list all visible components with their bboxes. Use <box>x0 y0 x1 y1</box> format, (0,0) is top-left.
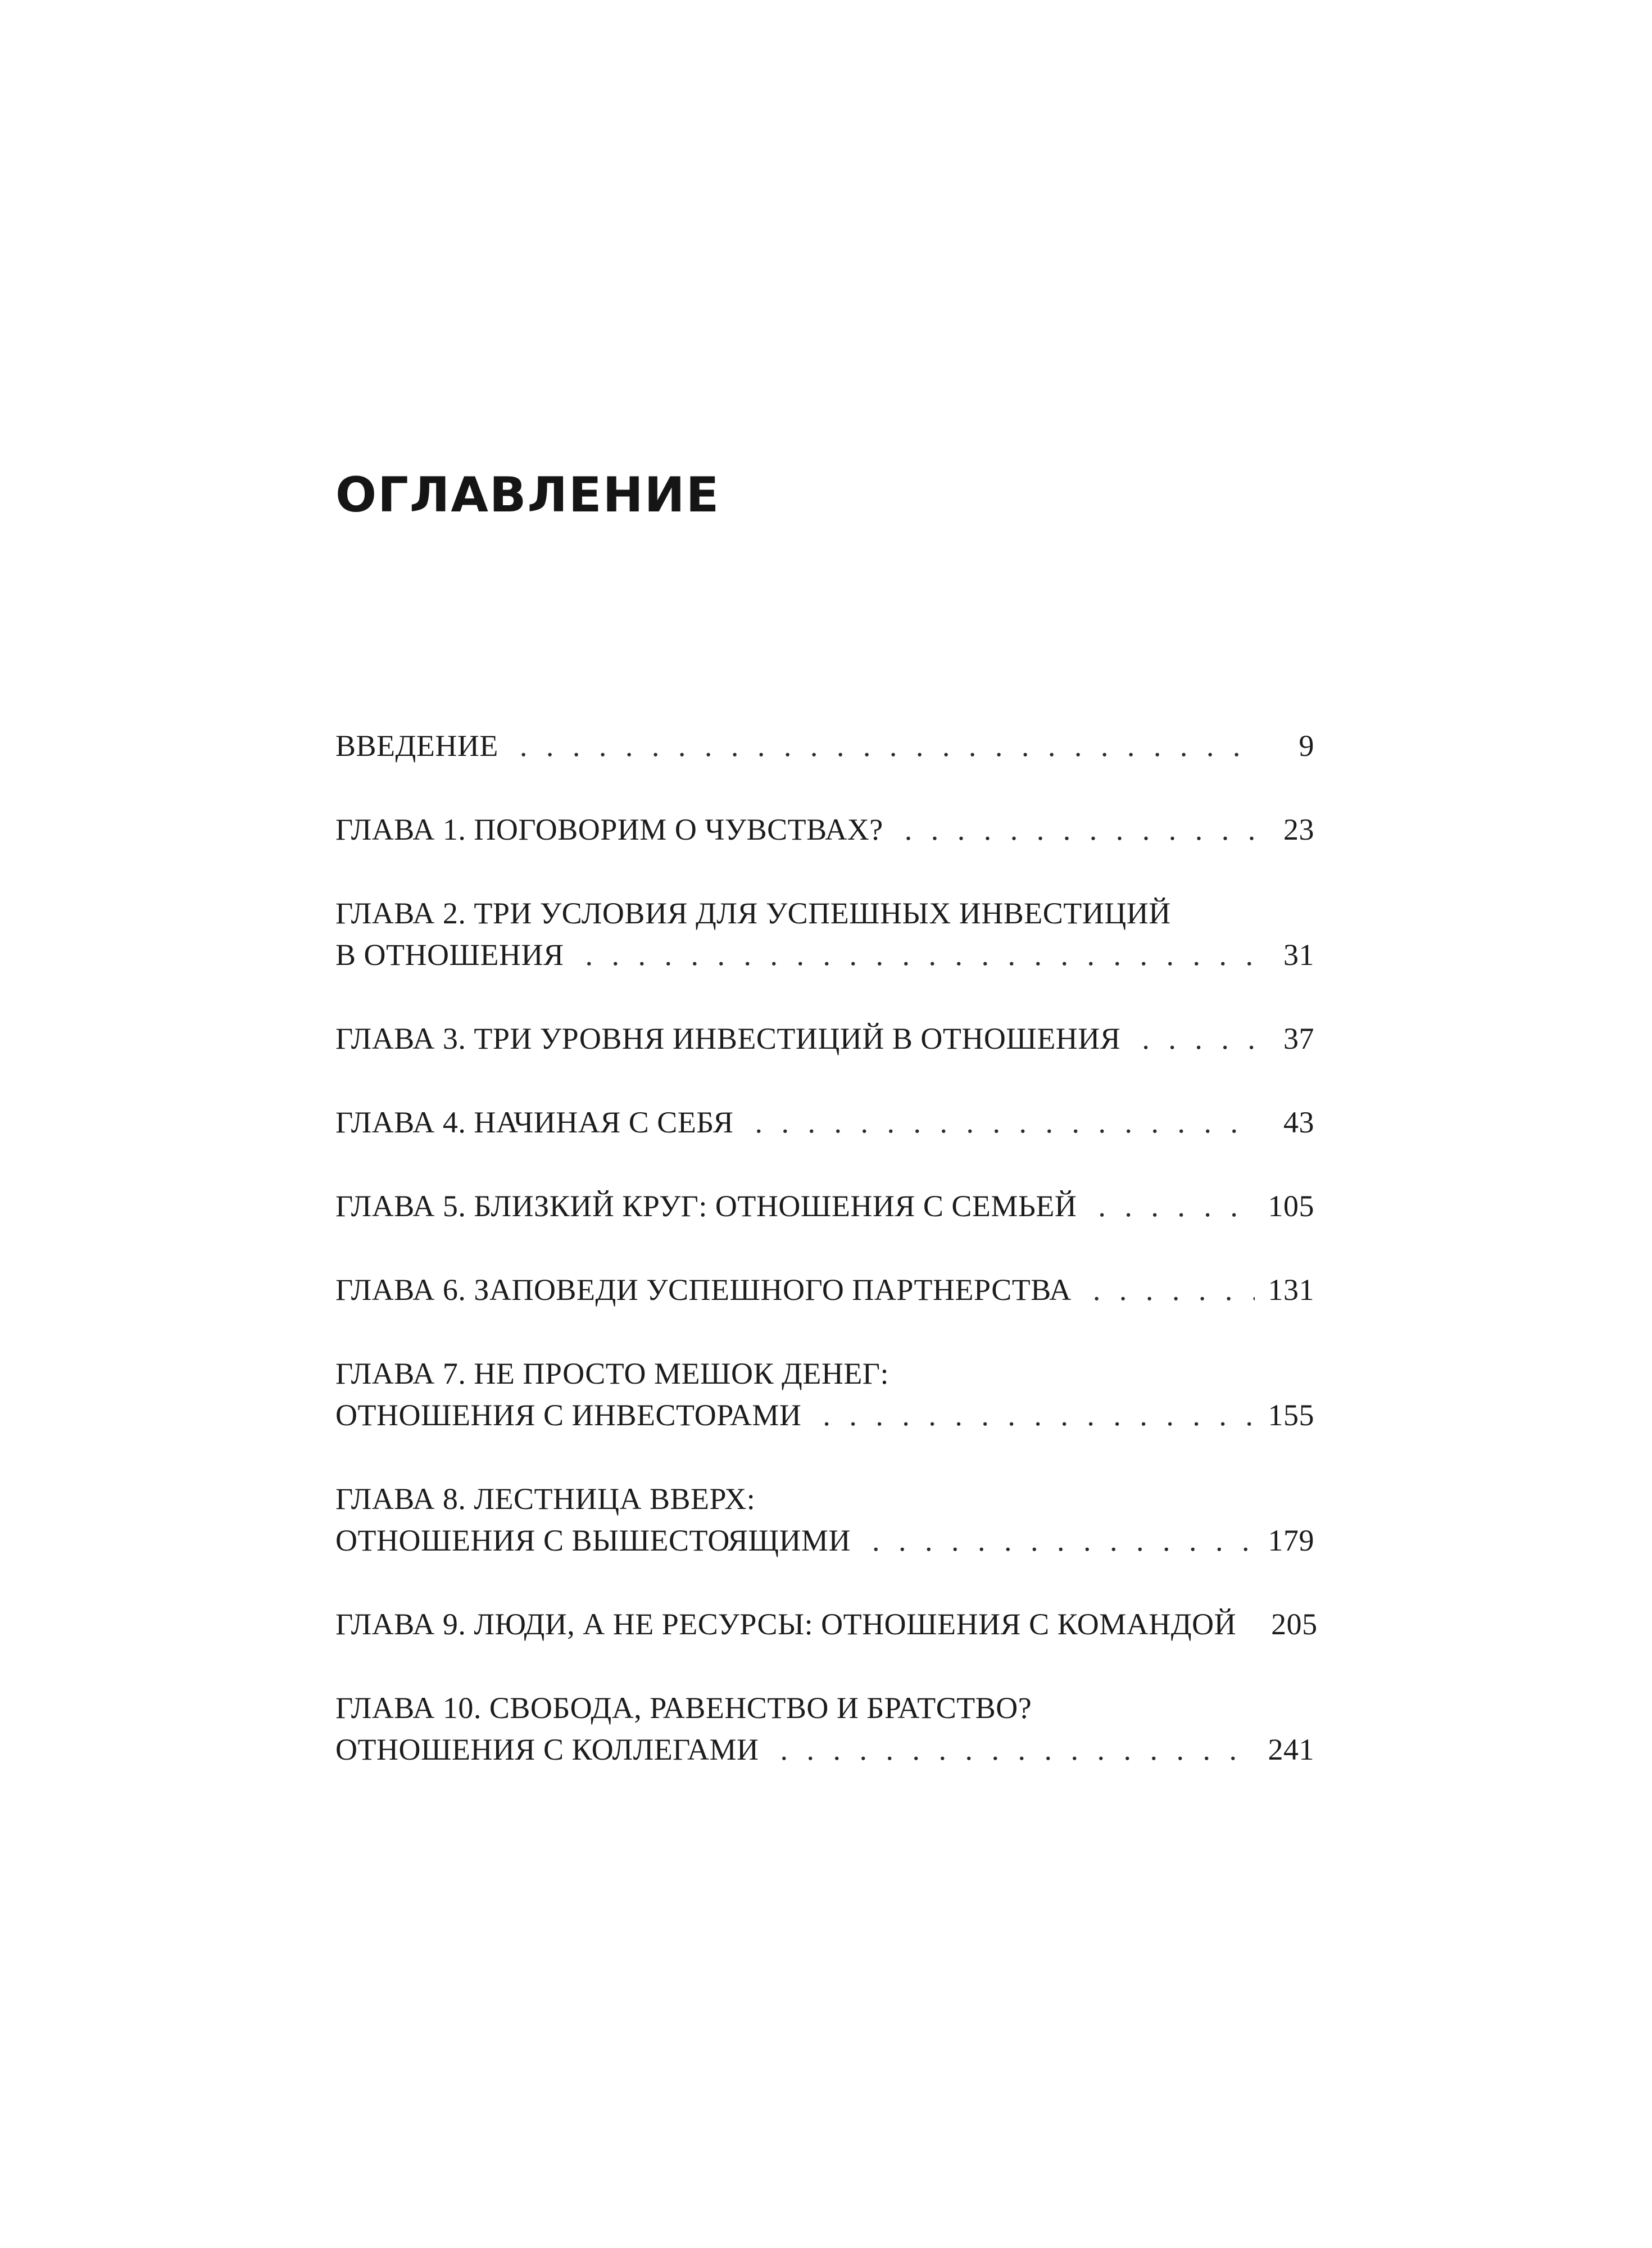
dot-leader <box>1142 1018 1256 1059</box>
dot-leader <box>755 1102 1256 1143</box>
dot-leader <box>823 1394 1254 1436</box>
toc-page-number: 179 <box>1268 1524 1314 1557</box>
dot-leader <box>1093 1269 1255 1311</box>
toc-page-number: 31 <box>1283 938 1314 972</box>
dot-leader <box>1098 1185 1254 1227</box>
toc-entry-title: ГЛАВА 3. ТРИ УРОВНЯ ИНВЕСТИЦИЙ В ОТНОШЕНИЯ <box>335 1022 1121 1055</box>
toc-entry[interactable] <box>335 1603 1318 1645</box>
dot-leader <box>905 809 1256 850</box>
toc-entry[interactable] <box>335 1353 1314 1436</box>
toc-entry-title: ГЛАВА 10. СВОБОДА, РАВЕНСТВО И БРАТСТВО? <box>335 1691 1032 1725</box>
toc-entry[interactable] <box>335 809 1314 850</box>
toc-page-number: 205 <box>1271 1607 1318 1641</box>
toc-page-number: 105 <box>1268 1189 1314 1223</box>
toc-entry-title: ГЛАВА 1. ПОГОВОРИМ О ЧУВСТВАХ? <box>335 813 883 846</box>
toc-entry[interactable] <box>335 1269 1314 1311</box>
toc-page-number: 23 <box>1283 813 1314 846</box>
toc-entry-title: ГЛАВА 8. ЛЕСТНИЦА ВВЕРХ: <box>335 1482 756 1516</box>
toc-entry[interactable] <box>335 1687 1314 1770</box>
dot-leader <box>585 934 1256 976</box>
page-title: ОГЛАВЛЕНИЕ <box>335 467 720 523</box>
toc-entry-title: ГЛАВА 2. ТРИ УСЛОВИЯ ДЛЯ УСПЕШНЫХ ИНВЕСТИЦИЙ <box>335 896 1171 930</box>
toc-page-number: 241 <box>1268 1733 1314 1766</box>
toc-entry[interactable] <box>335 1185 1314 1227</box>
toc-entry-title: ГЛАВА 6. ЗАПОВЕДИ УСПЕШНОГО ПАРТНЕРСТВА <box>335 1273 1072 1307</box>
toc-entry[interactable] <box>335 892 1314 976</box>
toc-entry[interactable] <box>335 1478 1314 1561</box>
toc-entry-title: ГЛАВА 4. НАЧИНАЯ С СЕБЯ <box>335 1105 734 1139</box>
toc-page-number: 131 <box>1268 1273 1314 1307</box>
table-of-contents <box>335 725 1318 1812</box>
toc-page-number: 43 <box>1283 1105 1314 1139</box>
toc-entry-title-continued: В ОТНОШЕНИЯ <box>335 938 564 972</box>
toc-entry-title: ВВЕДЕНИЕ <box>335 729 498 763</box>
dot-leader <box>520 725 1256 767</box>
toc-page-number: 37 <box>1283 1022 1314 1055</box>
toc-entry-title: ГЛАВА 9. ЛЮДИ, А НЕ РЕСУРСЫ: ОТНОШЕНИЯ С КОМАНДОЙ <box>335 1607 1237 1641</box>
toc-page-number: 9 <box>1299 729 1314 763</box>
dot-leader <box>872 1520 1255 1561</box>
toc-entry[interactable] <box>335 1018 1314 1059</box>
toc-entry-title-continued: ОТНОШЕНИЯ С КОЛЛЕГАМИ <box>335 1733 759 1766</box>
dot-leader <box>780 1729 1255 1770</box>
toc-entry[interactable] <box>335 1102 1314 1143</box>
toc-entry[interactable] <box>335 725 1314 767</box>
toc-entry-title-continued: ОТНОШЕНИЯ С ИНВЕСТОРАМИ <box>335 1398 802 1432</box>
toc-entry-title: ГЛАВА 5. БЛИЗКИЙ КРУГ: ОТНОШЕНИЯ С СЕМЬЕЙ <box>335 1189 1077 1223</box>
toc-page-number: 155 <box>1268 1398 1314 1432</box>
toc-entry-title: ГЛАВА 7. НЕ ПРОСТО МЕШОК ДЕНЕГ: <box>335 1357 889 1390</box>
toc-entry-title-continued: ОТНОШЕНИЯ С ВЫШЕСТОЯЩИМИ <box>335 1524 851 1557</box>
